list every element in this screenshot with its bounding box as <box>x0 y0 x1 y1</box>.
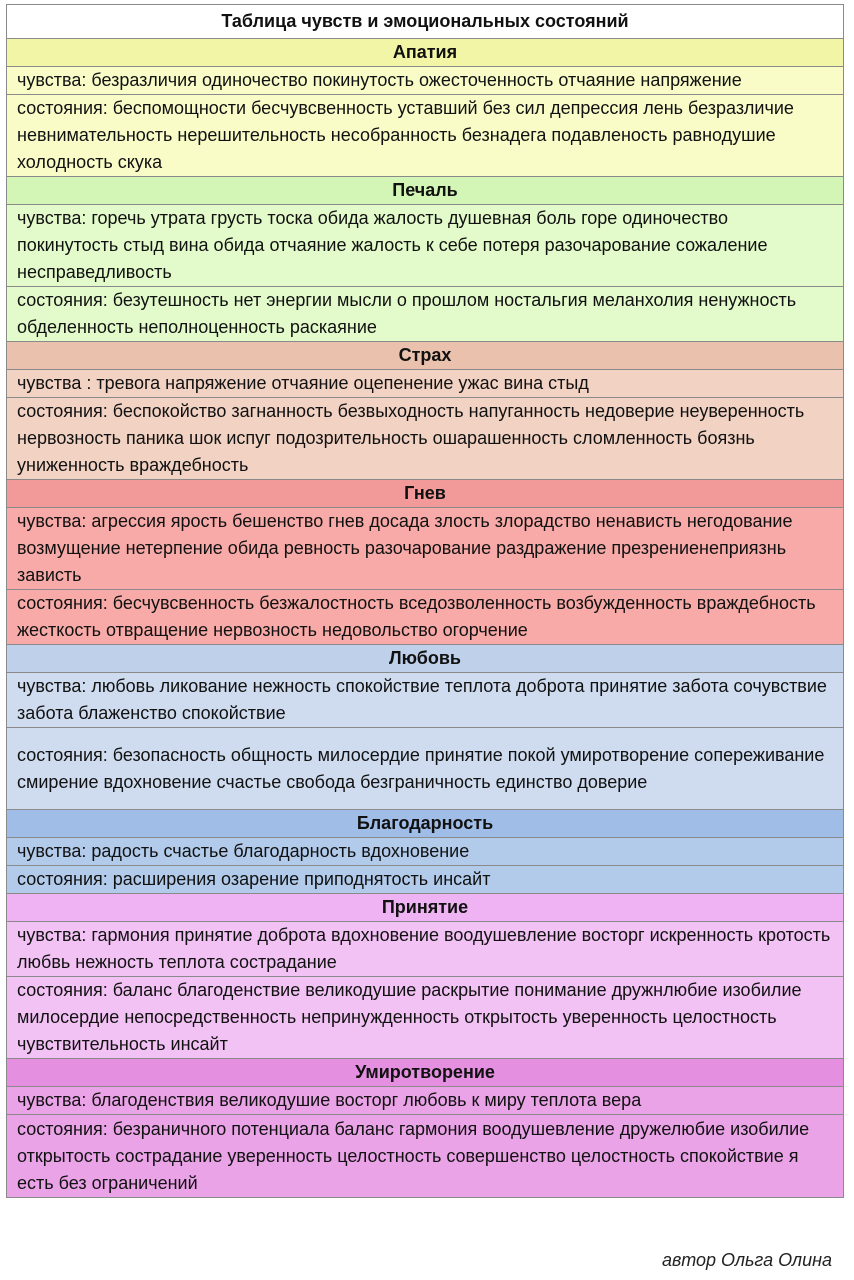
feelings-text: чувства: гармония принятие доброта вдохновение воодушевление восторг искренность кротость любвь нежность теплота сострадание <box>17 925 831 972</box>
section-8 <box>7 1059 843 1197</box>
states-text: состояния: баланс благоденствие великодушие раскрытие понимание дружнлюбие изобилие милосердие непосредственность непринужденность открытость уверенность целостность чувствительность инсайт <box>17 980 802 1054</box>
states-row <box>7 287 843 342</box>
states-text: состояния: беспокойство загнанность безвыходность напуганность недоверие неуверенность нервозность паника шок испуг подозрительность ошарашенность сломленность боязнь униженность враждебность <box>17 401 805 475</box>
feelings-row <box>7 508 843 590</box>
feelings-row <box>7 922 843 977</box>
feelings-text: чувства: благоденствия великодушие восторг любовь к миру теплота вера <box>17 1090 642 1110</box>
states-text: состояния: беспомощности бесчувсвенность уставший без сил депрессия лень безразличие невнимательность нерешительность несобранность безнадега подавленость равнодушие холодность скука <box>17 98 794 172</box>
section-header: Умиротворение <box>7 1059 843 1087</box>
states-row <box>7 977 843 1059</box>
feelings-text: чувства: агрессия ярость бешенство гнев досада злость злорадство ненависть негодование возмущение нетерпение обида ревность разочарование раздражение презрениенеприязнь зависть <box>17 511 793 585</box>
states-text: состояния: бесчувсвенность безжалостность вседозволенность возбужденность враждебность жесткость отвращение нервозность недовольство огорчение <box>17 593 816 640</box>
states-row <box>7 728 843 810</box>
feelings-row <box>7 205 843 287</box>
section-5 <box>7 645 843 810</box>
states-row <box>7 1115 843 1197</box>
section-3 <box>7 342 843 480</box>
section-header: Печаль <box>7 177 843 205</box>
section-header: Апатия <box>7 39 843 67</box>
states-text: состояния: безутешность нет энергии мысли о прошлом ностальгия меланхолия ненужность обделенность неполноценность раскаяние <box>17 290 797 337</box>
feelings-row <box>7 370 843 398</box>
feelings-text: чувства : тревога напряжение отчаяние оцепенение ужас вина стыд <box>17 373 589 393</box>
section-header: Страх <box>7 342 843 370</box>
states-text: состояния: безраничного потенциала баланс гармония воодушевление дружелюбие изобилие открытость сострадание уверенность целостность совершенство целостность спокойствие я есть без ограничений <box>17 1118 810 1193</box>
feelings-text: чувства: любовь ликование нежность спокойствие теплота доброта принятие забота сочувствие забота блаженство спокойствие <box>17 676 827 723</box>
feelings-text: чувства: радость счастье благодарность вдохновение <box>17 841 470 861</box>
author-credit: автор Ольга Олина <box>662 1250 832 1270</box>
feelings-text: чувства: горечь утрата грусть тоска обида жалость душевная боль горе одиночество покинутость стыд вина обида отчаяние жалость к себе потеря разочарование сожаление несправедливость <box>17 208 768 282</box>
section-6 <box>7 810 843 894</box>
section-4 <box>7 480 843 645</box>
section-header: Принятие <box>7 894 843 922</box>
states-text: состояния: безопасность общность милосердие принятие покой умиротворение сопереживание смирение вдохновение счастье свобода безграничность единство доверие <box>17 744 825 792</box>
states-text: состояния: расширения озарение приподнятость инсайт <box>17 869 491 889</box>
section-header: Гнев <box>7 480 843 508</box>
section-1 <box>7 39 843 177</box>
states-row <box>7 95 843 177</box>
section-7 <box>7 894 843 1059</box>
table-title: Таблица чувств и эмоциональных состояний <box>7 5 843 39</box>
emotions-table <box>6 4 844 1198</box>
section-header: Любовь <box>7 645 843 673</box>
section-header: Благодарность <box>7 810 843 838</box>
feelings-row <box>7 67 843 95</box>
states-row <box>7 590 843 645</box>
table-body <box>7 39 843 1197</box>
states-row <box>7 398 843 480</box>
feelings-text: чувства: безразличия одиночество покинутость ожесточенность отчаяние напряжение <box>17 70 742 90</box>
states-row <box>7 866 843 894</box>
feelings-row <box>7 673 843 728</box>
feelings-row <box>7 838 843 866</box>
section-2 <box>7 177 843 342</box>
feelings-row <box>7 1087 843 1115</box>
